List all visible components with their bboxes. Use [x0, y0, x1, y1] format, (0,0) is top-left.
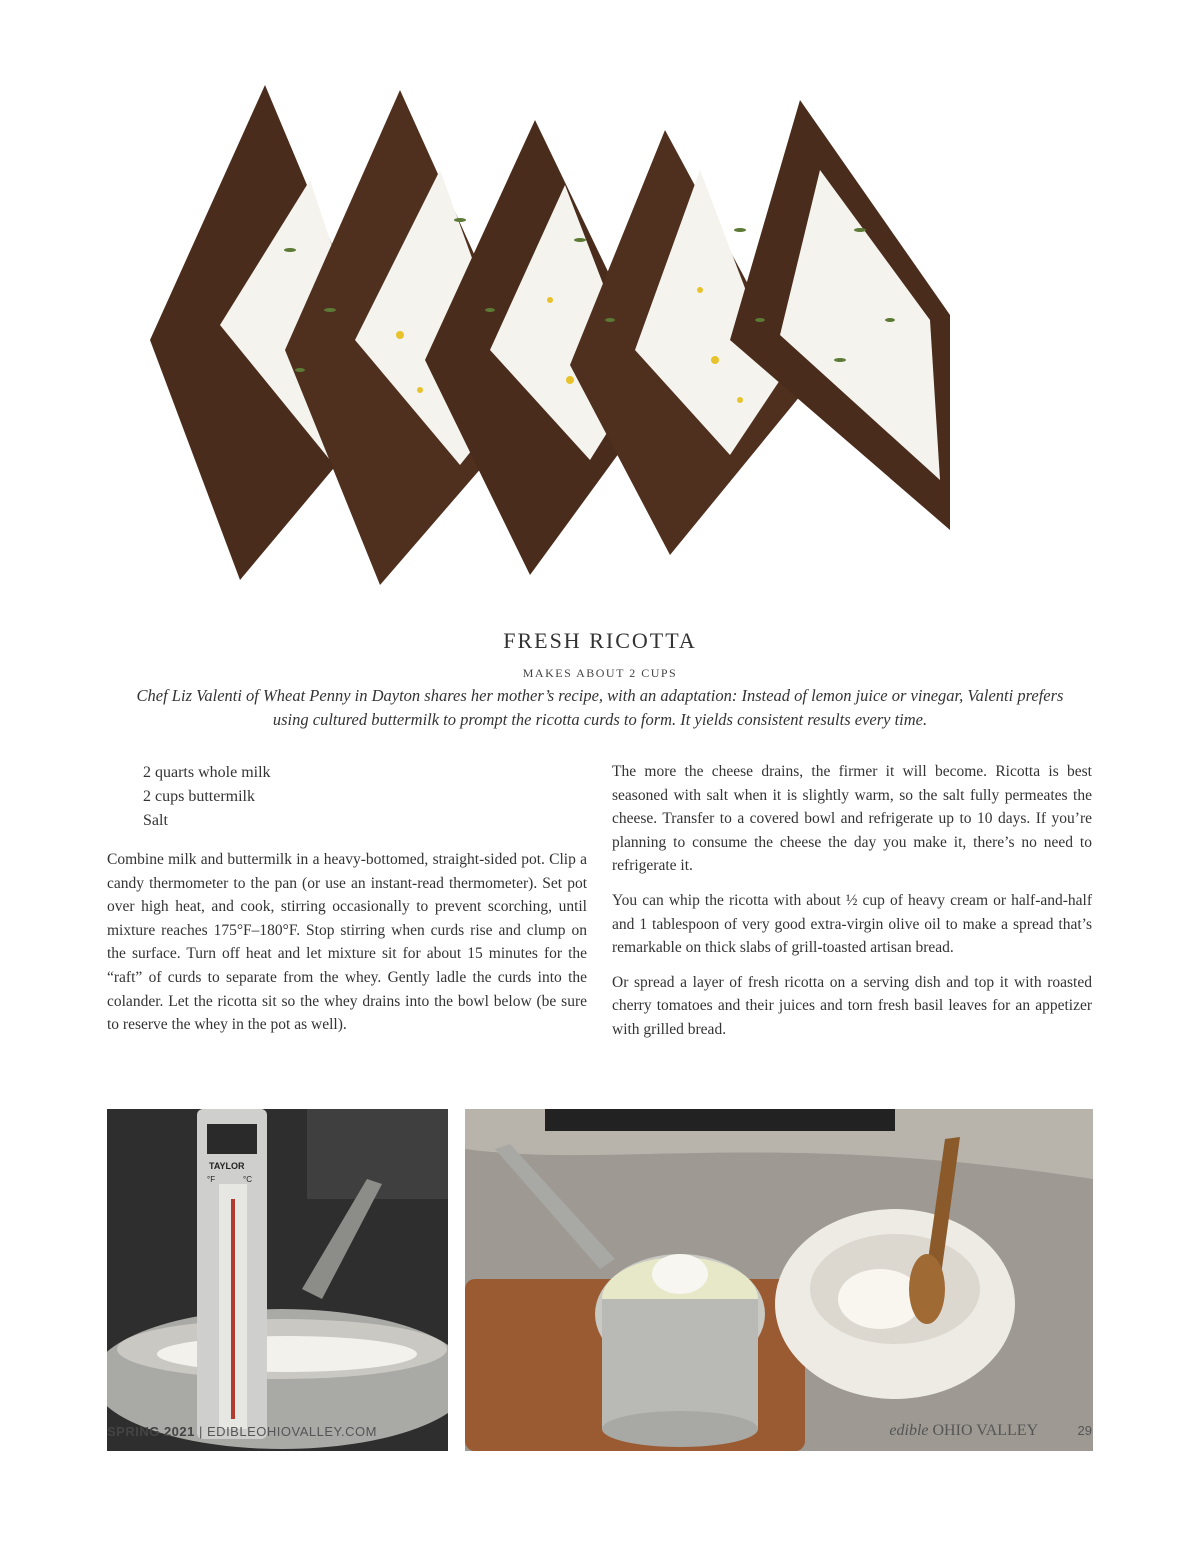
page-footer — [0, 1424, 1200, 1444]
footer-left — [107, 1424, 377, 1439]
ingredient-item: 2 quarts whole milk — [143, 764, 271, 781]
method-paragraph: You can whip the ricotta with about ½ cup of heavy cream or half-and-half and 1 tablespoon of very good extra-virgin olive oil to make a spread that’s remarkable on thick slabs of grill-toasted artisan bread. — [612, 891, 1092, 957]
method-paragraph: The more the cheese drains, the firmer it will become. Ricotta is best seasoned with salt when it is slightly warm, so the salt fully permeates the cheese. Transfer to a covered bowl and refrigerate up to 10 days. If you’re planning to consume the cheese the day you make it, there’s no need to refrigerate it. — [612, 763, 1092, 875]
footer-right — [889, 1422, 1092, 1440]
method-paragraph: Or spread a layer of fresh ricotta on a serving dish and top it with roasted cherry tomatoes and their juices and torn fresh basil leaves for an appetizer with grilled bread. — [612, 973, 1092, 1038]
method-paragraph: Combine milk and buttermilk in a heavy-bottomed, straight-sided pot. Clip a candy thermometer to the pan (or use an instant-read thermometer). Set pot over high heat, and cook, stirring occasionally to prevent scorching, until mixture reaches 175°F–180°F. Stop stirring when curds rise and clump on the surface. Turn off heat and let mixture sit for about 15 minutes for the “raft” of curds to separate from the whey. Gently ladle the curds into the colander. Let the ricotta sit so the whey drains into the bowl below (be sure to reserve the whey in the pot as well). — [107, 851, 587, 1034]
ricotta-toast-photo — [140, 60, 1070, 600]
footer-separator: | — [199, 1424, 203, 1439]
thermometer-pot-photo — [107, 1109, 448, 1451]
method-column-right — [612, 760, 1092, 1053]
recipe-title: FRESH RICOTTA — [503, 628, 697, 653]
ladling-curds-photo — [465, 1109, 1093, 1451]
brand-edible: edible — [889, 1422, 929, 1439]
thermometer-unit-f: °F — [207, 1175, 216, 1184]
ingredient-item: 2 cups buttermilk — [143, 788, 255, 805]
ingredient-list — [143, 761, 271, 833]
footer-website[interactable]: EDIBLEOHIOVALLEY.COM — [207, 1424, 377, 1439]
ingredient-item: Salt — [143, 812, 168, 829]
brand-name: OHIO VALLEY — [932, 1422, 1038, 1439]
footer-season: SPRING 2021 — [107, 1424, 195, 1439]
recipe-yield: MAKES ABOUT 2 CUPS — [522, 666, 678, 680]
thermometer-unit-c: °C — [243, 1175, 252, 1184]
thermometer-brand: TAYLOR — [209, 1161, 245, 1171]
method-column-left — [107, 848, 587, 1048]
recipe-intro: Chef Liz Valenti of Wheat Penny in Dayton shares her mother’s recipe, with an adaptation: Instead of lemon juice or vinegar, Valenti prefers using cultured buttermilk to prompt the ricotta curds to form. It yields consistent results every time. — [136, 686, 1064, 729]
toast-slice — [730, 100, 950, 530]
page-number: 29 — [1077, 1423, 1092, 1438]
